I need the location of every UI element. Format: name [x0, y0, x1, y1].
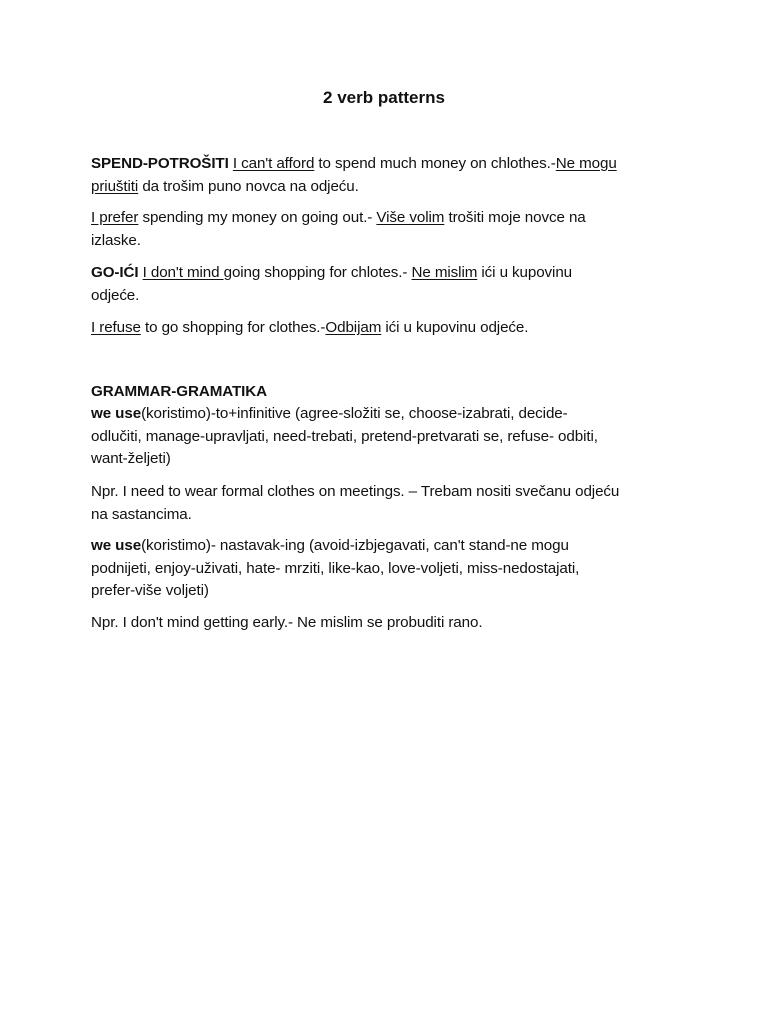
rule-ing [91, 535, 681, 603]
rule-text: prefer-više voljeti) [91, 582, 209, 599]
rule-text: (koristimo)-to+infinitive (agree-složiti se, choose-izabrati, decide- [141, 405, 568, 422]
sentence-text: to go shopping for clothes.- [140, 319, 326, 336]
rule-text: (koristimo)- nastavak-ing (avoid-izbjegavati, can't stand-ne mogu [141, 537, 569, 554]
phrase-i-refuse: I refuse [91, 319, 141, 336]
phrase-i-prefer: I prefer [91, 209, 139, 226]
phrase-priustiti: priuštiti [91, 177, 139, 195]
example-2 [91, 612, 681, 635]
sentence-text: to spend much money on chlothes.- [314, 155, 556, 172]
term-spend: SPEND-POTROŠITI [91, 155, 229, 172]
paragraph-spend [91, 153, 681, 198]
phrase-cant-afford: I can't afford [232, 155, 315, 172]
we-use-label: we use [91, 537, 142, 554]
sentence-text: trošiti moje novce na [444, 209, 586, 226]
sentence-text: izlaske. [91, 231, 141, 249]
phrase-vise-volim: Više volim [376, 209, 445, 226]
sentence-text: ići u kupovinu [477, 264, 573, 281]
term-go: GO-IĆI [91, 264, 139, 281]
grammar-heading: GRAMMAR-GRAMATIKA [91, 383, 268, 400]
rule-text: want-željeti) [91, 450, 171, 467]
example-text: Npr. I need to wear formal clothes on meetings. – Trebam nositi svečanu odjeću [91, 483, 620, 500]
phrase-ne-mislim: Ne mislim [411, 264, 478, 281]
phrase-ne-mogu: Ne mogu [555, 155, 617, 172]
example-1 [91, 481, 681, 526]
phrase-dont-mind: I don't mind [142, 264, 224, 281]
document-title: 2 verb patterns [323, 88, 445, 107]
we-use-label: we use [91, 405, 142, 422]
sentence-text: ići u kupovinu odjeće. [381, 319, 529, 336]
sentence-text: spending my money on going out.- [138, 209, 377, 226]
sentence-text: odjeće. [91, 286, 140, 304]
paragraph-go [91, 262, 681, 307]
paragraph-prefer [91, 207, 681, 252]
sentence-text: going shopping for chlotes.- [223, 264, 412, 281]
rule-to-infinitive [91, 403, 681, 471]
sentence-text: da trošim puno novca na odjeću. [138, 177, 359, 195]
phrase-odbijam: Odbijam [325, 319, 382, 336]
example-text: Npr. I don't mind getting early.- Ne mislim se probuditi rano. [91, 614, 483, 631]
rule-text: podnijeti, enjoy-uživati, hate- mrziti, like-kao, love-voljeti, miss-nedostajati, [91, 559, 580, 577]
paragraph-refuse [91, 317, 681, 340]
rule-text: odlučiti, manage-upravljati, need-trebati, pretend-pretvarati se, refuse- odbiti, [91, 427, 598, 445]
example-text: na sastancima. [91, 505, 192, 523]
